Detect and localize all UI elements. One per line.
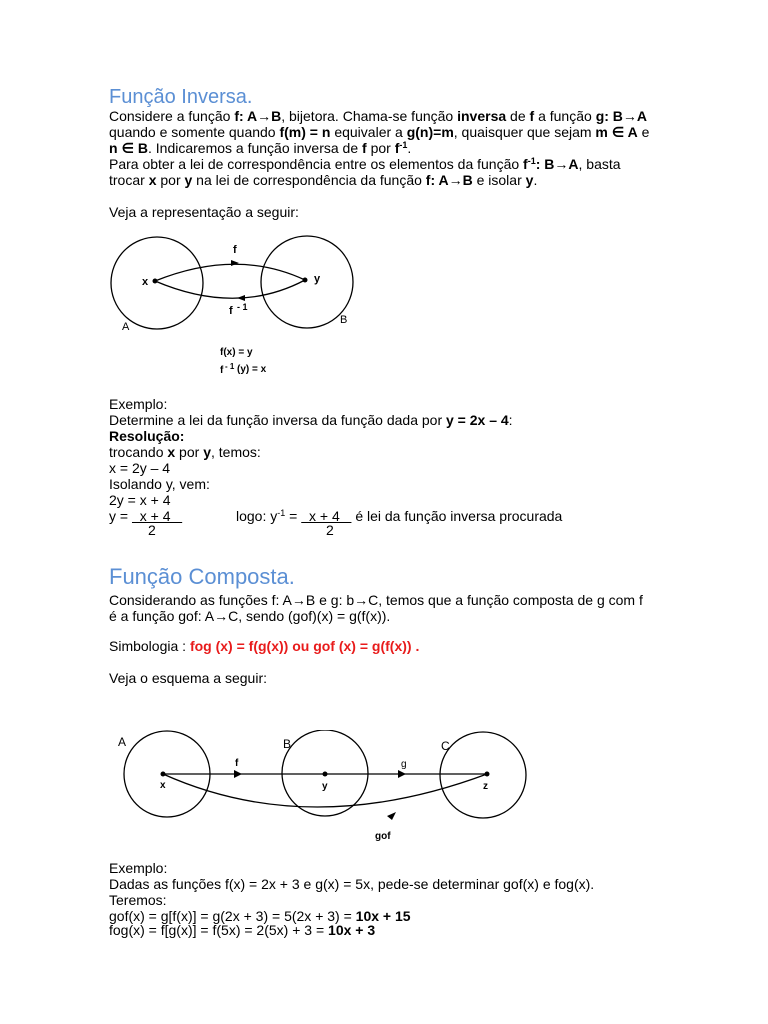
resolucao-step2: x = 2y – 4 [109, 460, 171, 476]
composta-exemplo-l3: gof(x) = g[f(x)] = g(2x + 3) = 5(2x + 3) = 10x + 15 [109, 908, 411, 924]
inversa-p1-line3: n ∈ B. Indicaremos a função inversa de f por $f^{-1}$. [109, 140, 412, 156]
label-set-a: A [118, 735, 127, 749]
point-y [303, 278, 308, 283]
inverse-function-diagram [100, 228, 380, 388]
point-y [323, 772, 328, 777]
label-x: x [160, 780, 166, 791]
resolucao-step4: 2y = x + 4 [109, 492, 171, 508]
inversa-p2-line1: Para obter a lei de correspondência entre os elementos da função $f^{-1}$: B→A, basta [109, 156, 621, 172]
label-set-b: B [340, 314, 348, 326]
composta-exemplo-l1: Dadas as funções f(x) = 2x + 3 e g(x) = 5x, pede-se determinar gof(x) e fog(x). [109, 876, 595, 892]
set-a-circle [111, 237, 203, 329]
eq-f: f(x) = y [220, 347, 253, 358]
inversa-title: Função Inversa. [109, 86, 253, 108]
f-arrowhead [231, 260, 239, 266]
f-inverse-arrowhead [237, 295, 245, 301]
label-gof: gof [375, 831, 391, 842]
g-arrowhead [398, 770, 406, 778]
eq-finv-rest: (y) = x [237, 364, 267, 375]
composta-exemplo-l2: Teremos: [109, 892, 167, 908]
label-set-c: C [441, 739, 450, 753]
eq-finv-exp: - 1 [225, 362, 235, 371]
denominator-1: 2 [148, 522, 156, 538]
label-g: g [401, 759, 407, 770]
f-arrowhead [234, 770, 242, 778]
point-z [485, 772, 490, 777]
composta-p1-line1: Considerando as funções f: A→B e g: b→C, temos que a função composta de g com f [109, 592, 643, 608]
label-y: y [322, 781, 328, 792]
resolucao-step3: Isolando y, vem: [109, 476, 210, 492]
resolucao-conclusion: logo: $y^{-1} = x + 4$ é lei da função inversa procurada [236, 508, 563, 524]
label-f-inverse: f [229, 305, 233, 317]
exemplo-question: Determine a lei da função inversa da função dada por y = 2x – 4: [109, 412, 513, 428]
resolucao-step5: y = x + 4 [109, 508, 183, 524]
composta-veja: Veja o esquema a seguir: [109, 670, 267, 686]
exemplo-label-1: Exemplo: [109, 396, 168, 412]
label-set-b: B [283, 737, 292, 751]
inversa-p1-line2: quando e somente quando f(m) = n equivaler a g(n)=m, quaisquer que sejam m ∈ A e [109, 124, 650, 140]
point-x [153, 279, 158, 284]
gof-arrowhead [387, 812, 396, 820]
denominator-2: 2 [326, 522, 334, 538]
f-arc [155, 264, 305, 281]
inversa-veja: Veja a representação a seguir: [109, 204, 299, 220]
f-inverse-arc [155, 280, 305, 298]
composta-title: Função Composta. [109, 564, 295, 589]
composta-p1-line2: é a função gof: A→C, sendo (gof)(x) = g(f(x)). [109, 608, 391, 624]
label-f: f [235, 758, 239, 769]
simbologia: Simbologia : fog (x) = f(g(x)) ou gof (x) = g(f(x)) . [109, 638, 420, 654]
label-y: y [314, 273, 321, 285]
inversa-p2-line2: trocar x por y na lei de correspondência da função f: A→B e isolar y. [109, 172, 538, 188]
label-x: x [142, 276, 149, 288]
label-f: f [233, 244, 237, 256]
label-set-a: A [122, 321, 130, 333]
inversa-p1-line1: Considere a função f: A→B, bijetora. Chama-se função inversa de f a função g: B→A [109, 108, 648, 124]
composta-exemplo-l4: fog(x) = f[g(x)] = f(5x) = 2(5x) + 3 = 10x + 3 [109, 922, 376, 938]
point-x [161, 772, 166, 777]
composite-function-diagram [110, 730, 540, 848]
resolucao-step1: trocando x por y, temos: [109, 444, 261, 460]
resolucao-label: Resolução: [109, 428, 185, 444]
label-z: z [483, 781, 488, 792]
eq-finv-base: f [220, 365, 224, 376]
label-f-inverse-exp: - 1 [237, 302, 248, 312]
exemplo-label-2: Exemplo: [109, 860, 168, 876]
